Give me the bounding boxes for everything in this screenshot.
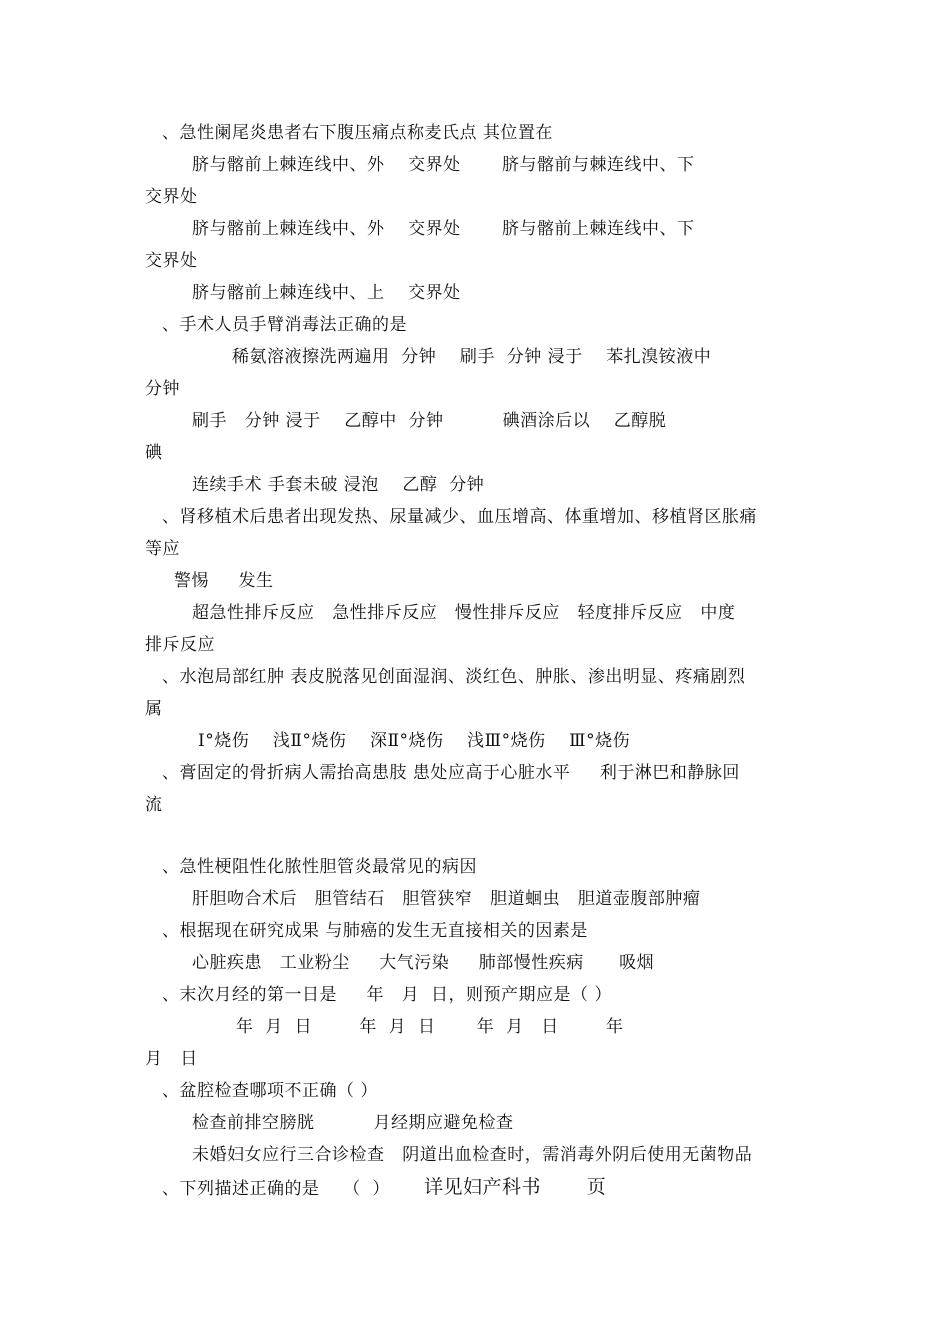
question-1-options: 脐与髂前上棘连线中、外 交界处 脐与髂前上棘连线中、下 — [192, 219, 695, 239]
question-1-options: 脐与髂前上棘连线中、外 交界处 脐与髂前与棘连线中、下 — [192, 155, 695, 175]
question-9-options: 检查前排空膀胱 月经期应避免检查 — [192, 1113, 514, 1133]
question-2-options: 稀氨溶液擦洗两遍用 分钟 刷手 分钟 浸于 苯扎溴铵液中 — [232, 347, 712, 367]
question-8-options: 年 月 日 年 月 日 年 月 日 年 — [236, 1017, 624, 1037]
question-3: 、肾移植术后患者出现发热、尿量减少、血压增高、体重增加、移植肾区胀痛 — [162, 507, 757, 527]
question-9-options: 未婚妇女应行三合诊检查 阴道出血检查时，需消毒外阴后使用无菌物品 — [192, 1145, 753, 1165]
question-9: 、盆腔检查哪项不正确（ ） — [162, 1081, 378, 1101]
question-1: 、急性阑尾炎患者右下腹压痛点称麦氏点 其位置在 — [162, 123, 553, 143]
question-2-options: 刷手 分钟 浸于 乙醇中 分钟 碘酒涂后以 乙醇脱 — [192, 411, 667, 431]
question-2-options-cont: 分钟 — [145, 379, 180, 399]
question-10-reference: 详见妇产科书 页 — [424, 1176, 607, 1198]
question-4: 、水泡局部红肿 表皮脱落见创面湿润、淡红色、肿胀、渗出明显、疼痛剧烈 — [162, 667, 746, 687]
question-2: 、手术人员手臂消毒法正确的是 — [162, 315, 407, 335]
question-7-options: 心脏疾患 工业粉尘 大气污染 肺部慢性疾病 吸烟 — [192, 953, 655, 973]
question-3-cont: 等应 — [145, 539, 180, 559]
question-2-options: 连续手术 手套未破 浸泡 乙醇 分钟 — [192, 475, 485, 495]
question-3-options: 超急性排斥反应 急性排斥反应 慢性排斥反应 轻度排斥反应 中度 — [192, 603, 736, 623]
question-8: 、末次月经的第一日是 年 月 日，则预产期应是（ ） — [162, 985, 612, 1005]
question-4-cont: 属 — [145, 699, 163, 719]
question-7: 、根据现在研究成果 与肺癌的发生无直接相关的因素是 — [162, 921, 588, 941]
question-1-options-cont: 交界处 — [145, 187, 198, 207]
question-2-options-cont: 碘 — [145, 443, 163, 463]
question-1-options: 脐与髂前上棘连线中、上 交界处 — [192, 283, 461, 303]
question-8-options-cont: 月 日 — [145, 1049, 198, 1069]
question-4-options: I°烧伤 浅Ⅱ°烧伤 深Ⅱ°烧伤 浅Ⅲ°烧伤 Ⅲ°烧伤 — [198, 731, 631, 751]
question-3-cont: 警惕 发生 — [174, 571, 274, 591]
question-5-cont: 流 — [145, 795, 163, 815]
question-10: 、下列描述正确的是 （ ） — [162, 1179, 390, 1199]
question-3-options-cont: 排斥反应 — [145, 635, 215, 655]
question-1-options-cont: 交界处 — [145, 251, 198, 271]
question-6-options: 肝胆吻合术后 胆管结石 胆管狭窄 胆道蛔虫 胆道壶腹部肿瘤 — [192, 889, 701, 909]
question-6: 、急性梗阻性化脓性胆管炎最常见的病因 — [162, 857, 477, 877]
question-5: 、膏固定的骨折病人需抬高患肢 患处应高于心脏水平 利于淋巴和静脉回 — [162, 763, 740, 783]
